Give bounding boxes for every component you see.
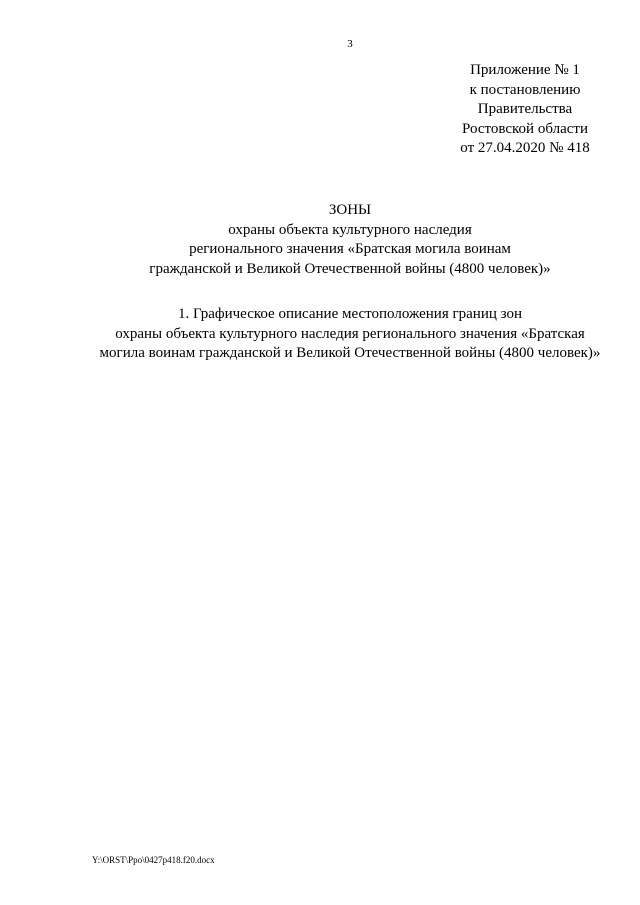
appendix-line: Ростовской области [462, 120, 588, 137]
page-number: 3 [347, 38, 353, 50]
appendix-header [410, 61, 640, 159]
title-line: гражданской и Великой Отечественной войны (4800 человек)» [149, 260, 551, 277]
title-line: охраны объекта культурного наследия [228, 221, 472, 238]
section-line: охраны объекта культурного наследия регионального значения «Братская [115, 325, 585, 342]
appendix-line: от 27.04.2020 № 418 [460, 140, 590, 156]
appendix-line: к постановлению [469, 81, 581, 98]
section-line: могила воинам гражданской и Великой Отечественной войны (4800 человек)» [99, 345, 601, 361]
appendix-line: Приложение № 1 [470, 62, 580, 78]
title-heading: ЗОНЫ [328, 202, 372, 218]
title-line: регионального значения «Братская могила воинам [189, 241, 511, 257]
section-heading [0, 305, 640, 364]
footer-file-path: Y:\ORST\Ppo\0427p418.f20.docx [92, 855, 215, 865]
document-title [0, 201, 640, 279]
appendix-line: Правительства [477, 101, 573, 117]
section-line: 1. Графическое описание местоположения границ зон [177, 306, 522, 322]
